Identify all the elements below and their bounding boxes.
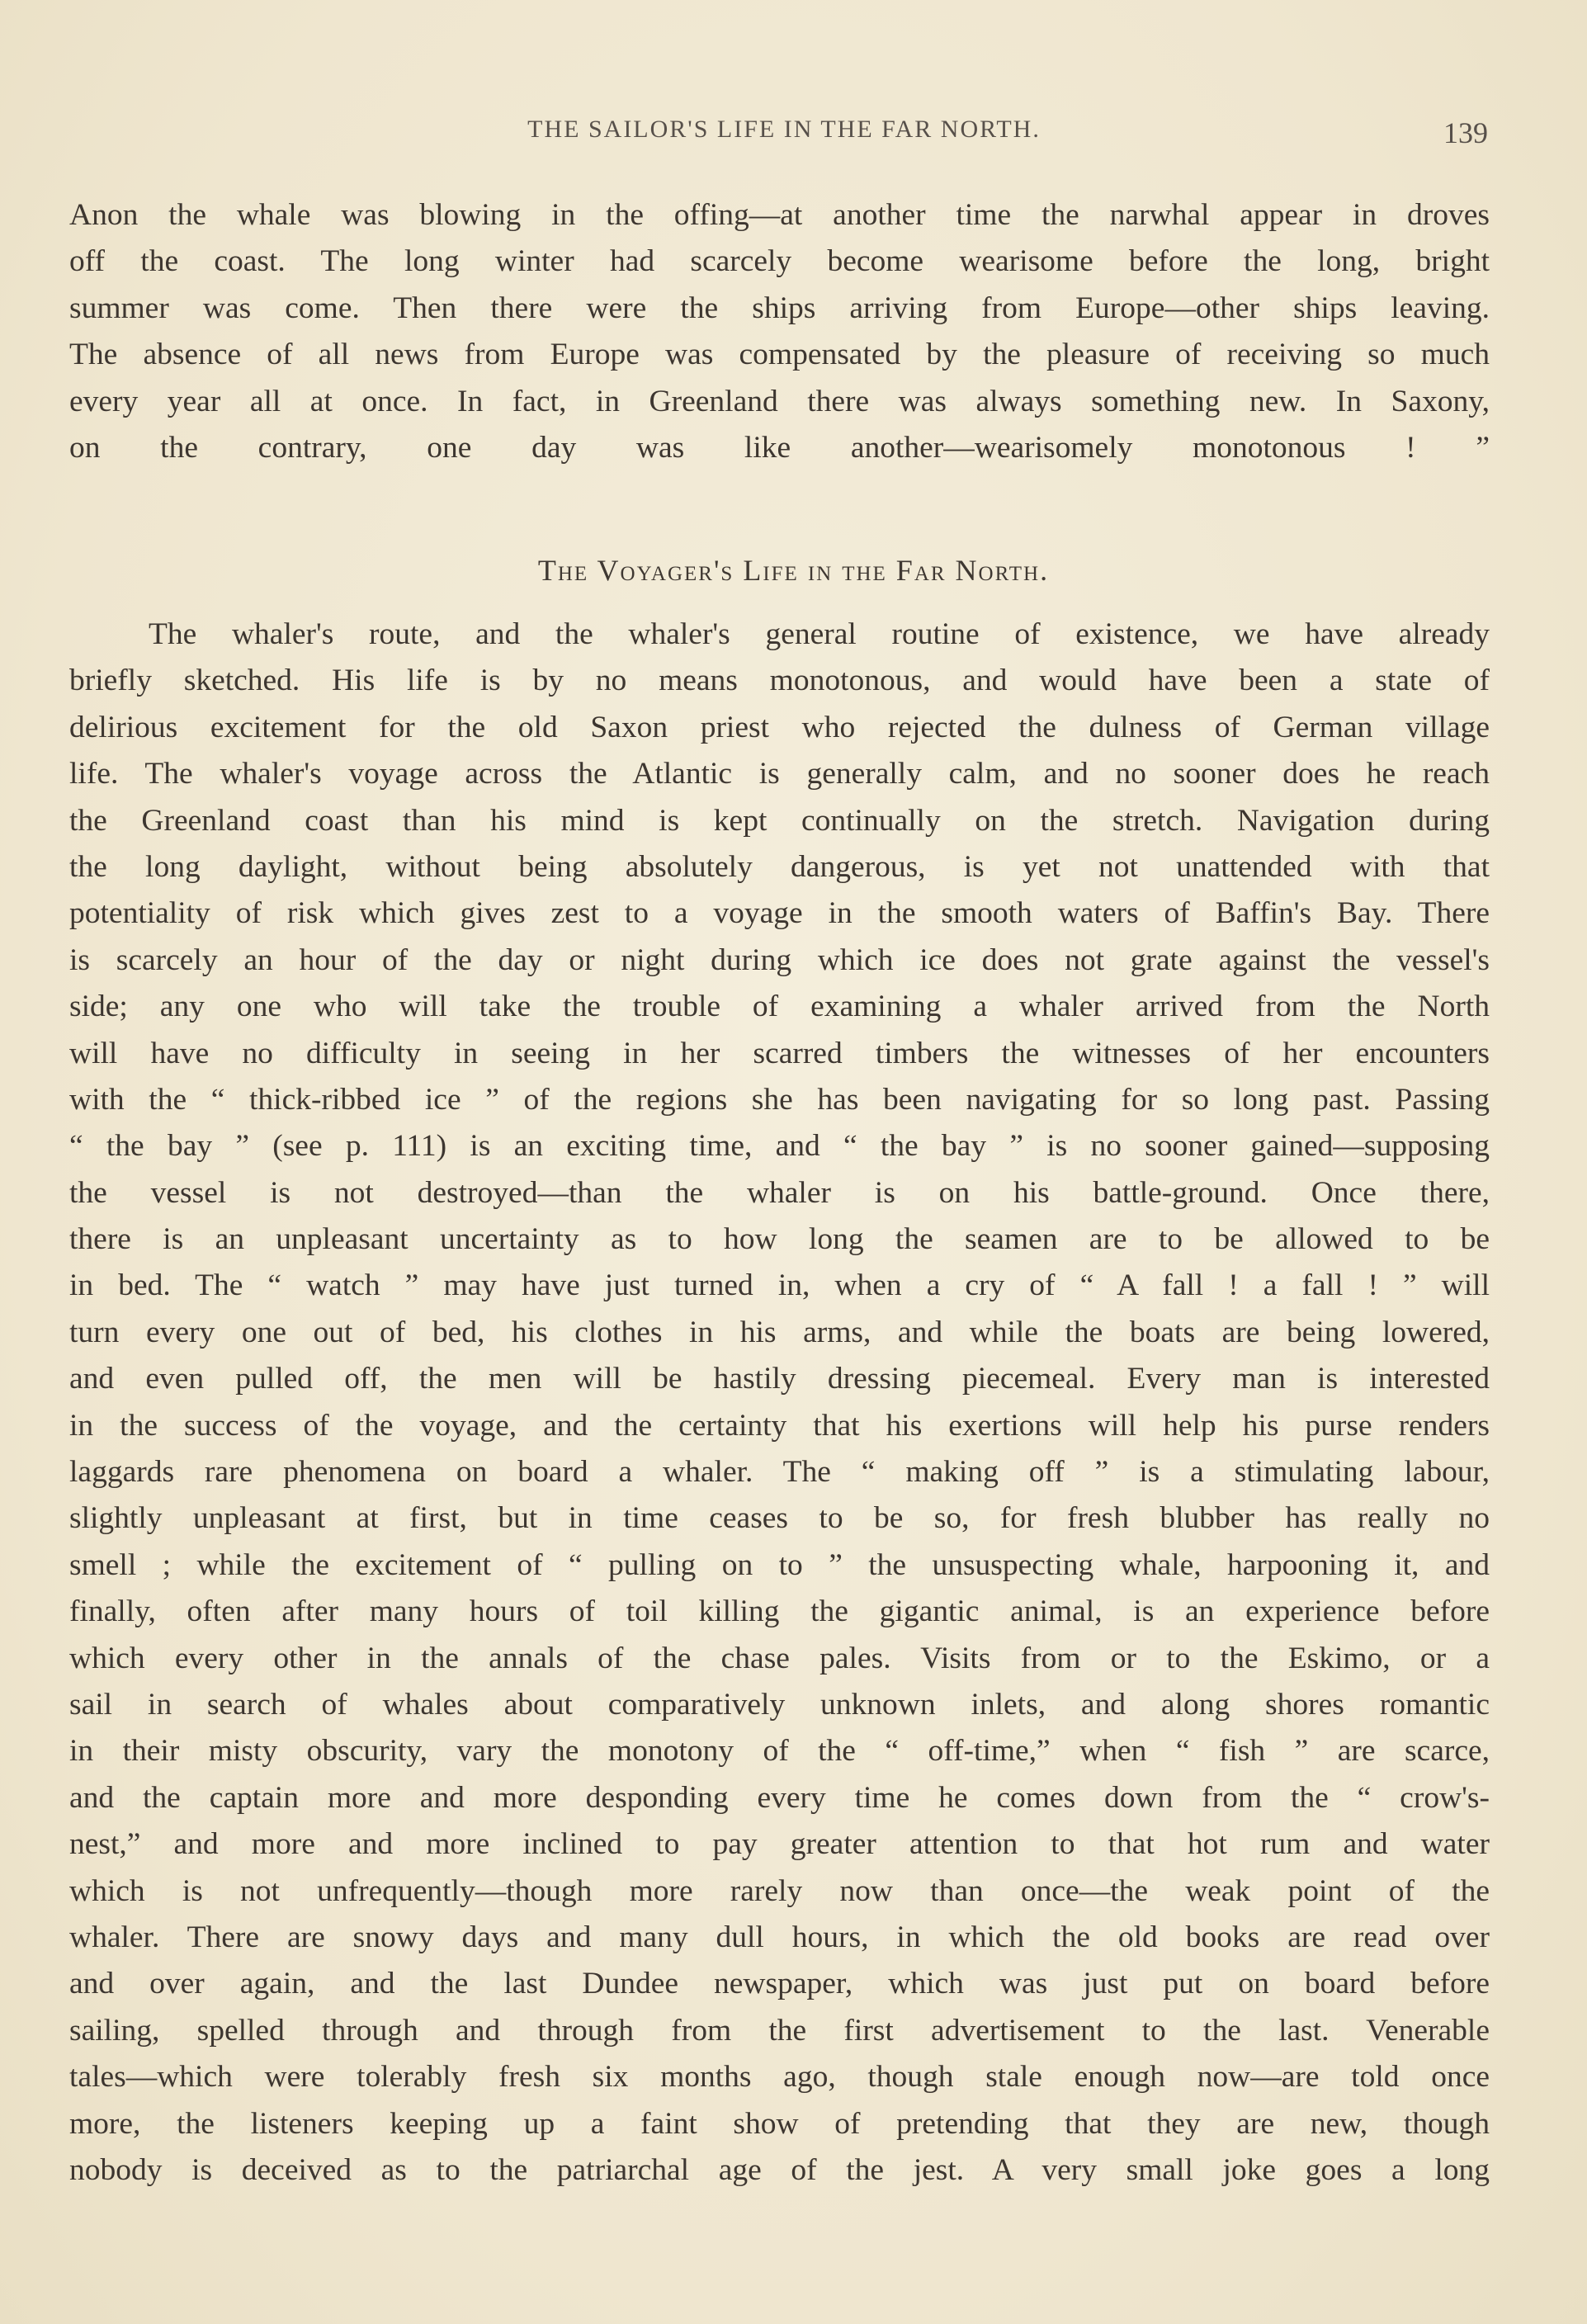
- text-line: more, the listeners keeping up a faint show of pretending that they are new, though: [69, 2106, 1490, 2141]
- text-line: off the coast. The long winter had scarcely become wearisome before the long, bright: [69, 244, 1490, 279]
- text-line: with the “ thick-ribbed ice ” of the regions she has been navigating for so long past. Passing: [69, 1082, 1490, 1117]
- text-line: in the success of the voyage, and the certainty that his exertions will help his purse renders: [69, 1408, 1490, 1443]
- section-heading: The Voyager's Life in the Far North.: [537, 554, 1050, 587]
- text-line: sailing, spelled through and through from the first advertisement to the last. Venerable: [69, 2013, 1490, 2048]
- text-line: sail in search of whales about comparatively unknown inlets, and along shores romantic: [69, 1687, 1490, 1722]
- text-line: on the contrary, one day was like another—wearisomely monotonous ! ”: [69, 430, 1490, 465]
- text-line: The whaler's route, and the whaler's general routine of existence, we have already: [149, 617, 1490, 651]
- text-line: every year all at once. In fact, in Greenland there was always something new. In Saxony,: [69, 384, 1490, 418]
- running-title: THE SAILOR'S LIFE IN THE FAR NORTH.: [527, 116, 1041, 143]
- text-line: there is an unpleasant uncertainty as to how long the seamen are to be allowed to be: [69, 1222, 1490, 1257]
- running-head: [0, 116, 1587, 149]
- text-line: Anon the whale was blowing in the offing—at another time the narwhal appear in droves: [69, 198, 1490, 232]
- text-line: “ the bay ” (see p. 111) is an exciting time, and “ the bay ” is no sooner gained—supposing: [69, 1129, 1490, 1164]
- text-line: the Greenland coast than his mind is kept continually on the stretch. Navigation during: [69, 803, 1490, 838]
- text-line: delirious excitement for the old Saxon priest who rejected the dulness of German village: [69, 710, 1490, 744]
- text-line: life. The whaler's voyage across the Atlantic is generally calm, and no sooner does he reach: [69, 757, 1490, 791]
- text-line: laggards rare phenomena on board a whaler. The “ making off ” is a stimulating labour,: [69, 1455, 1490, 1490]
- text-line: smell ; while the excitement of “ pulling on to ” the unsuspecting whale, harpooning it, and: [69, 1547, 1490, 1582]
- text-line: briefly sketched. His life is by no means monotonous, and would have been a state of: [69, 664, 1490, 698]
- text-line: and the captain more and more desponding every time he comes down from the “ crow's-: [69, 1780, 1490, 1815]
- text-line: nest,” and more and more inclined to pay greater attention to that hot rum and water: [69, 1827, 1490, 1862]
- text-line: in their misty obscurity, vary the monotony of the “ off-time,” when “ fish ” are scarce,: [69, 1734, 1490, 1769]
- text-line: side; any one who will take the trouble of examining a whaler arrived from the North: [69, 990, 1490, 1024]
- text-line: which is not unfrequently—though more rarely now than once—the weak point of the: [69, 1873, 1490, 1908]
- text-line: is scarcely an hour of the day or night during which ice does not grate against the vessel's: [69, 942, 1490, 977]
- text-line: The absence of all news from Europe was compensated by the pleasure of receiving so much: [69, 338, 1490, 372]
- text-line: and over again, and the last Dundee newspaper, which was just put on board before: [69, 1967, 1490, 2001]
- paragraph-1: [69, 192, 1490, 471]
- paragraph-2: [69, 612, 1490, 2194]
- text-line: and even pulled off, the men will be hastily dressing piecemeal. Every man is interested: [69, 1362, 1490, 1396]
- text-line: slightly unpleasant at first, but in time ceases to be so, for fresh blubber has really no: [69, 1501, 1490, 1536]
- text-line: nobody is deceived as to the patriarchal age of the jest. A very small joke goes a long: [69, 2152, 1490, 2187]
- text-line: potentiality of risk which gives zest to a voyage in the smooth waters of Baffin's Bay. There: [69, 896, 1490, 931]
- text-line: the vessel is not destroyed—than the whaler is on his battle-ground. Once there,: [69, 1175, 1490, 1210]
- text-line: tales—which were tolerably fresh six months ago, though stale enough now—are told once: [69, 2060, 1490, 2095]
- text-line: summer was come. Then there were the ships arriving from Europe—other ships leaving.: [69, 290, 1490, 325]
- text-line: turn every one out of bed, his clothes in his arms, and while the boats are being lowered,: [69, 1315, 1490, 1349]
- text-line: finally, often after many hours of toil killing the gigantic animal, is an experience before: [69, 1594, 1490, 1629]
- text-line: the long daylight, without being absolutely dangerous, is yet not unattended with that: [69, 849, 1490, 884]
- text-line: whaler. There are snowy days and many dull hours, in which the old books are read over: [69, 1920, 1490, 1954]
- text-line: in bed. The “ watch ” may have just turned in, when a cry of “ A fall ! a fall ! ” will: [69, 1268, 1490, 1303]
- text-line: will have no difficulty in seeing in her scarred timbers the witnesses of her encounters: [69, 1036, 1490, 1070]
- text-line: which every other in the annals of the chase pales. Visits from or to the Eskimo, or a: [69, 1641, 1490, 1675]
- page-number: 139: [1443, 116, 1488, 149]
